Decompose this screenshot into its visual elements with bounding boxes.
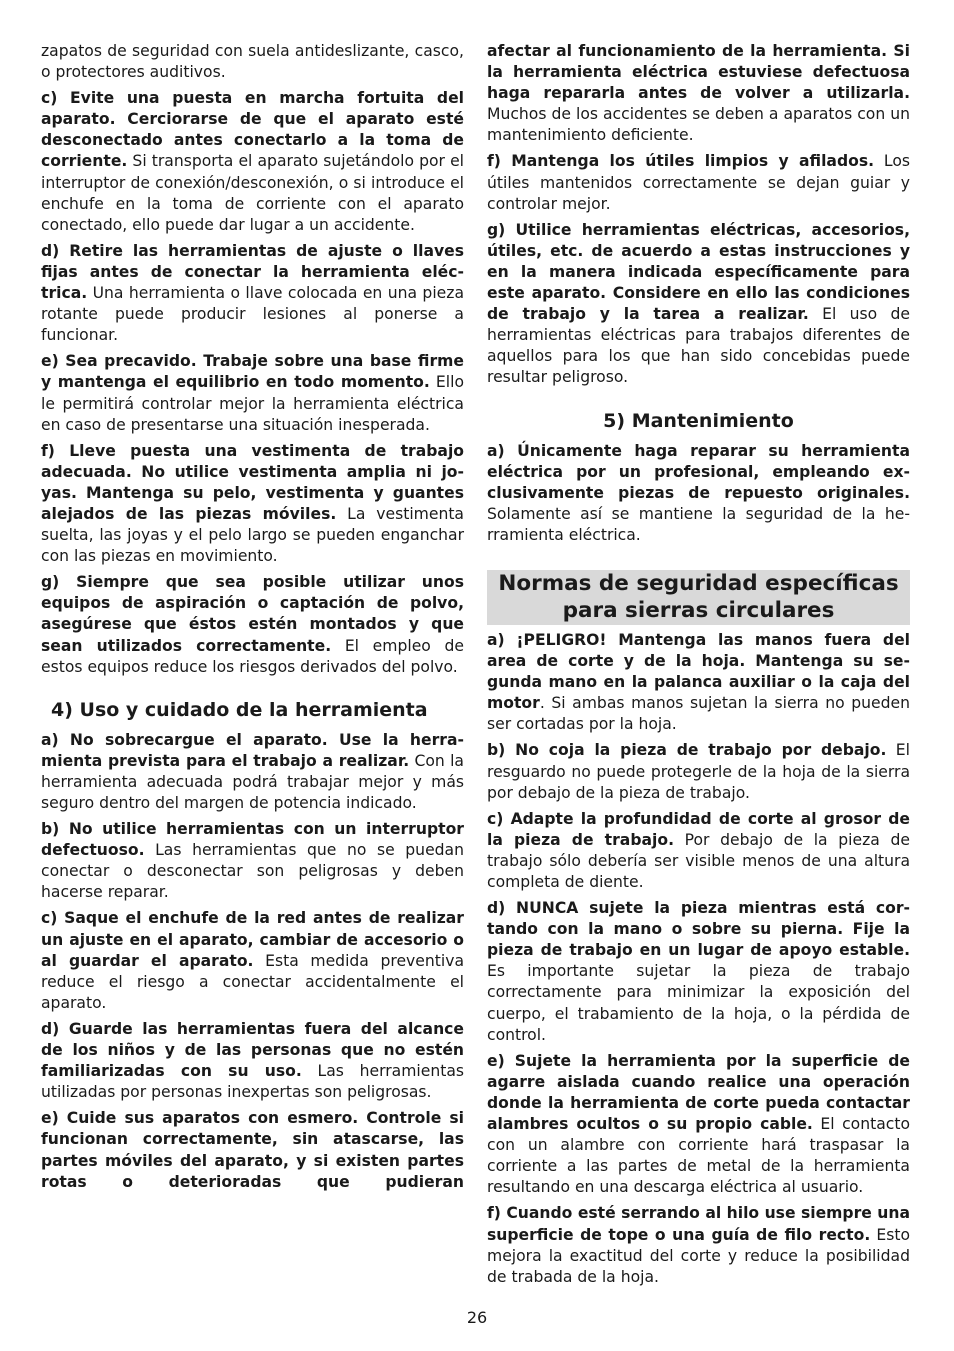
left-column [41, 41, 464, 1198]
boxed-section-heading: Normas de seguridad específicas para sierras circulares [487, 570, 910, 625]
paragraph: a) ¡PELIGRO! Mantenga las manos fuera del area de corte y de la hoja. Mantenga su segunda mano en la palanca auxiliar o la caja del motor. Si ambas manos sujetan la sierra no pueden ser cortadas por la hoja. [487, 630, 910, 734]
section-heading: 4) Uso y cuidado de la herramienta [51, 698, 428, 721]
paragraph: zapatos de seguridad con suela antideslizante, casco, o protectores auditivos. [41, 42, 464, 82]
paragraph: a) Únicamente haga reparar su herramienta eléctrica por un profesional, empleando exclusivamente piezas de repuesto originales. Solamente así se mantiene la seguridad de la herramienta eléctrica. [487, 441, 910, 544]
section-heading: 5) Mantenimiento [603, 409, 794, 432]
paragraph: d) Guarde las herramientas fuera del alcance de los niños y de las personas que no estén familiarizadas con su uso. Las herramientas utilizadas por personas inexpertas son peligrosas. [41, 1019, 465, 1102]
paragraph: afectar al funcionamiento de la herramienta. Si la herramienta eléctrica estuviese defectuosa haga repararla antes de volver a utilizarla. Muchos de los accidentes se deben a aparatos con un mantenimiento deficiente. [487, 42, 910, 145]
paragraph: g) Utilice herramientas eléctricas, accesorios, útiles, etc. de acuerdo a estas instrucciones y en la manera indicada específicamente para este aparato. Considere en ello las condiciones de trabajo y la tarea a realizar. El uso de herramientas eléctricas para trabajos diferentes de aquellos para los que han sido concebidas puede resultar peligroso. [487, 220, 910, 387]
paragraph: e) Cuide sus aparatos con esmero. Controle si funcionan correctamente, sin atascarse, las partes móviles del aparato, y si existen partes rotas o deterioradas que pudieran [41, 1109, 464, 1191]
paragraph: b) No utilice herramientas con un interruptor defectuoso. Las herramientas que no se puedan conectar o desconectar son peligrosas y deben hacerse reparar. [41, 820, 464, 902]
page-number: 26 [466, 1308, 488, 1327]
paragraph: e) Sujete la herramienta por la superficie de agarre aislada cuando realice una operación donde la herramienta de corte pueda contactar alambres ocultos o su propio cable. El contacto con un alambre con corriente hará traspasar la corriente a las partes de metal de la herramienta resultando en una descarga eléctrica al usuario. [487, 1051, 910, 1197]
paragraph: f) Cuando esté serrando al hilo use siempre una superficie de tope o una guía de filo recto. Esto mejora la exactitud del corte y reduce la posibilidad de trabada de la hoja. [487, 1204, 910, 1286]
paragraph: c) Adapte la profundidad de corte al grosor de la pieza de trabajo. Por debajo de la pieza de trabajo sólo debería ser visible menos de una altura completa de diente. [487, 809, 910, 891]
paragraph: f) Lleve puesta una vestimenta de trabajo adecuada. No utilice vestimenta amplia ni joyas. Mantenga su pelo, vestimenta y guantes alejados de las piezas móviles. La vestimenta suelta, las joyas y el pelo largo se pueden enganchar con las piezas en movimiento. [41, 441, 464, 566]
paragraph: b) No coja la pieza de trabajo por debajo. El resguardo no puede protegerle de la hoja de la sierra por debajo de la pieza de trabajo. [487, 741, 910, 802]
paragraph: c) Saque el enchufe de la red antes de realizar un ajuste en el aparato, cambiar de accesorio o al guardar el aparato. Esta medida preventiva reduce el riesgo a conectar accidentalmente el aparato. [41, 909, 464, 1012]
paragraph: e) Sea precavido. Trabaje sobre una base firme y mantenga el equilibrio en todo momento. Ello le permitirá controlar mejor la herramienta eléctrica en caso de presentarse una situación inesperada. [41, 352, 464, 434]
paragraph: c) Evite una puesta en marcha fortuita del aparato. Cerciorarse de que el aparato esté desconectado antes conectarlo a la toma de corriente. Si transporta el aparato sujetándolo por el interruptor de conexión/desconexión, o si introduce el enchufe en la toma de corriente con el aparato conectado, ello puede dar lugar a un accidente. [41, 89, 464, 234]
paragraph: d) NUNCA sujete la pieza mientras está cortando con la mano o sobre su pierna. Fije la pieza de trabajo en un lugar de apoyo estable. Es importante sujetar la pieza de trabajo correctamente para minimizar la exposición del cuerpo, el trabamiento de la hoja, o la pérdida de control. [487, 899, 910, 1044]
paragraph: d) Retire las herramientas de ajuste o llaves fijas antes de conectar la herramienta eléctrica. Una herramienta o llave colocada en una pieza rotante puede producir lesiones al ponerse a funcionar. [41, 241, 464, 345]
paragraph: f) Mantenga los útiles limpios y afilados. Los útiles mantenidos correctamente se dejan guiar y controlar mejor. [487, 152, 910, 213]
paragraph: g) Siempre que sea posible utilizar unos equipos de aspiración o captación de polvo, asegúrese que éstos estén montados y que sean utilizados correctamente. El empleo de estos equipos reduce los riesgos derivados del polvo. [41, 573, 464, 676]
paragraph: a) No sobrecargue el aparato. Use la herramienta prevista para el trabajo a realizar. Con la herramienta adecuada podrá trabajar mejor y más seguro dentro del margen de potencia indicado. [41, 730, 464, 812]
right-column [487, 41, 910, 1293]
